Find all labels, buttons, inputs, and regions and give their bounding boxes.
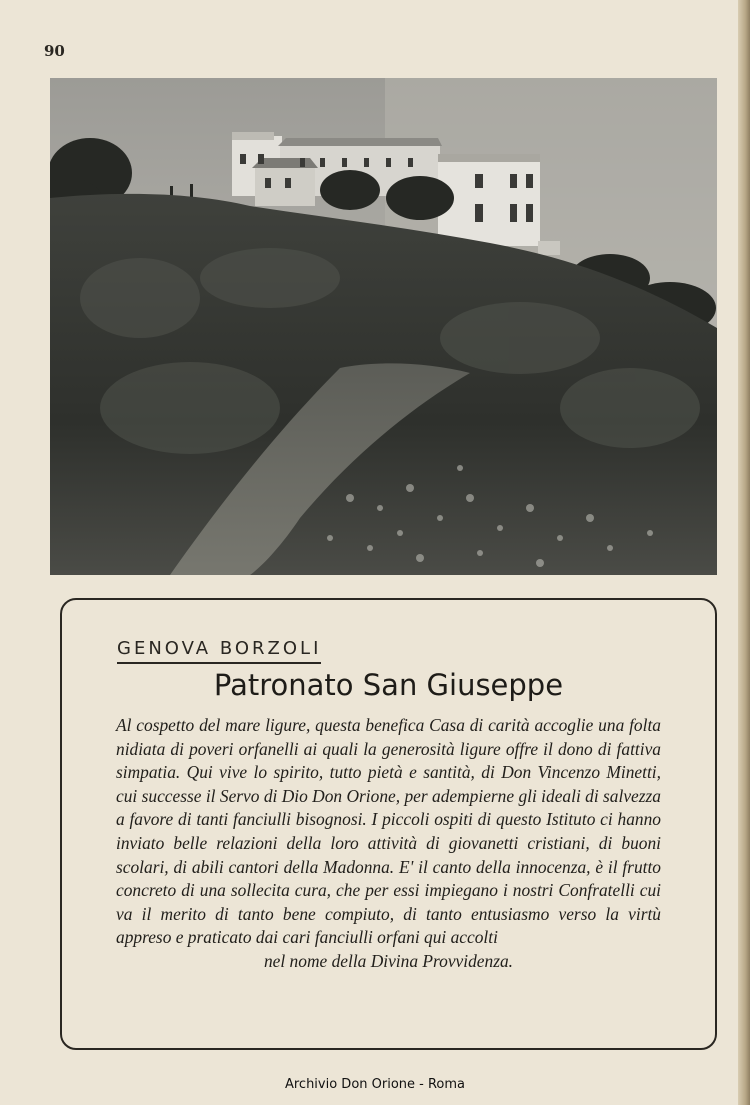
article-body xyxy=(116,714,661,974)
article-body-text: Al cospetto del mare ligure, questa benefica Casa di carità accoglie una folta nidiata di poveri orfanelli ai quali la generosità ligure offre il dono di fattiva simpatia. Qui vive lo spirito, tutto pietà e santità, di Don Vincenzo Minetti, cui successe il Servo di Dio Don Orione, per adempierne gli ideali di salvezza a favore di tanti fanciulli bisognosi. I piccoli ospiti di questo Istituto ci hanno inviato belle relazioni della loro attività di giovanetti cristiani, di buoni scolari, di abili cantori della Madonna. E' il canto della innocenza, è il frutto concreto di una sollecita cura, che per essi impiegano i nostri Confratelli cui va il merito di tanto bene compiuto, di tanto entusiasmo verso la virtù appreso e praticato dai cari fanciulli orfani qui accolti xyxy=(116,715,661,948)
article-body-last-line: nel nome della Divina Provvidenza. xyxy=(263,950,514,971)
page-edge xyxy=(738,0,750,1105)
page-number: 90 xyxy=(44,42,65,60)
article-title: Patronato San Giuseppe xyxy=(213,668,564,702)
location-heading: GENOVA BORZOLI xyxy=(117,638,321,664)
archive-footer: Archivio Don Orione - Roma xyxy=(284,1077,466,1092)
hillside-building-photo xyxy=(50,78,717,575)
